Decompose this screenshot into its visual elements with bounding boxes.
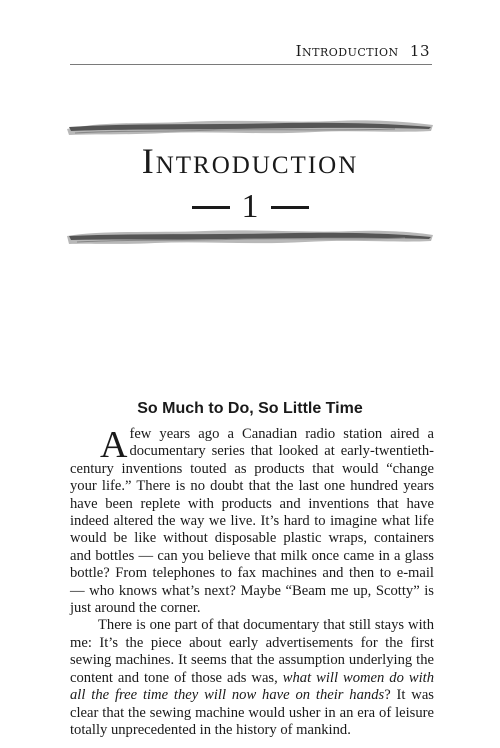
paragraph-1-text: few years ago a Canadian radio station aired a documentary series that looked at early-twentieth-century inventions touted as products that would “change your life.” There is no doubt that the last one hundred years have been replete with products and inventions that have indeed altered the way we live. It’s hard to imagine what life would be like without disposable plastic wraps, containers and bottles — can you believe that milk once came in a glass bottle? From telephones to fax machines and then to e-mail — who knows what’s next? Maybe “Beam me up, Scotty” is just around the corner. xyxy=(70,426,434,617)
brush-stroke-bottom xyxy=(65,226,435,250)
running-head xyxy=(296,42,430,60)
dash-right xyxy=(271,206,309,209)
dash-left xyxy=(192,206,230,209)
brush-stroke-top xyxy=(65,115,435,139)
chapter-number-line xyxy=(0,188,500,226)
drop-cap: A xyxy=(100,424,128,466)
chapter-number: 1 xyxy=(241,188,259,225)
chapter-title: Introduction xyxy=(141,141,359,181)
body-text xyxy=(70,426,434,739)
paragraph-2-text-start: There is one part of that documentary that still stays with me: It’s the piece about early advertisements for the first sewing machines. It seems that the assumption underlying the content and tone of those ads was, xyxy=(70,617,434,686)
paragraph-2-italic: what will women do with all the free time they will now have on their hands xyxy=(70,669,435,704)
page-number: 13 xyxy=(409,42,430,60)
running-title: Introduction xyxy=(295,42,399,60)
paragraph-1 xyxy=(70,426,434,617)
paragraph-2 xyxy=(70,617,434,739)
paragraph-2-text-end: ? It was clear that the sewing machine would usher in an era of leisure totally unprecedented in the history of mankind. xyxy=(70,687,434,738)
header-rule xyxy=(70,64,432,65)
section-heading: So Much to Do, So Little Time xyxy=(137,400,363,417)
